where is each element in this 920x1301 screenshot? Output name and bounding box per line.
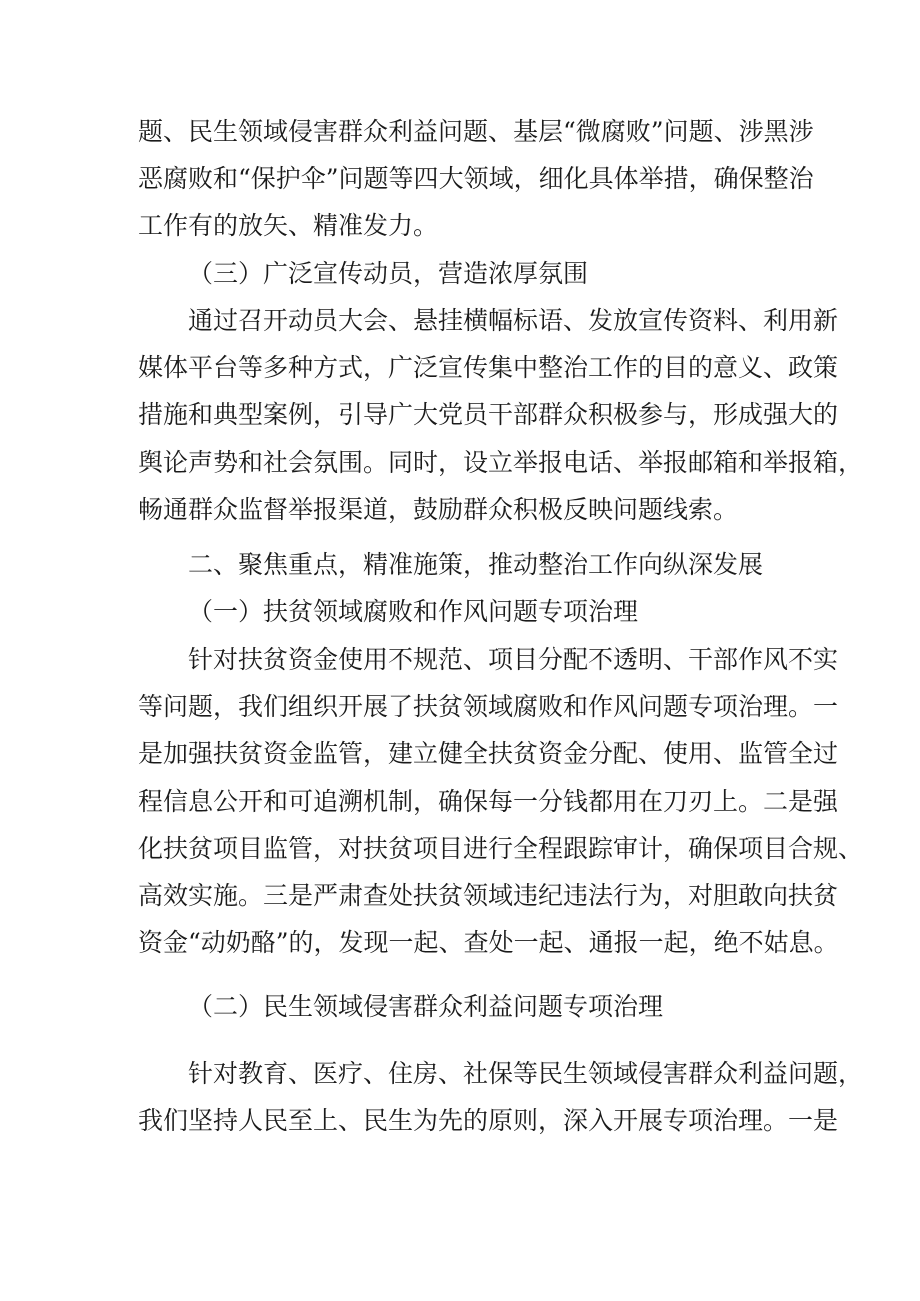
paragraph-line: 措施和典型案例，引导广大党员干部群众积极参与，形成强大的 (138, 400, 839, 429)
paragraph-line: 舆论声势和社会氛围。同时，设立举报电话、举报邮箱和举报箱， (138, 448, 864, 477)
paragraph-line: 题、民生领域侵害群众利益问题、基层“微腐败”问题、涉黑涉 (138, 117, 814, 146)
paragraph-line: 畅通群众监督举报渠道，鼓励群众积极反映问题线索。 (138, 495, 739, 524)
paragraph-line: 是加强扶贫资金监管，建立健全扶贫资金分配、使用、监管全过 (138, 739, 839, 768)
paragraph-line: 针对教育、医疗、住房、社保等民生领域侵害群众利益问题， (188, 1059, 864, 1088)
paragraph-line: 高效实施。三是严肃查处扶贫领域违纪违法行为，对胆敢向扶贫 (138, 881, 839, 910)
paragraph-line: 恶腐败和“保护伞”问题等四大领域，细化具体举措，确保整治 (138, 164, 814, 193)
paragraph-line: 工作有的放矢、精准发力。 (138, 211, 439, 240)
paragraph-line: 等问题，我们组织开展了扶贫领域腐败和作风问题专项治理。一 (138, 692, 839, 721)
subsection-heading: （一）扶贫领域腐败和作风问题专项治理 (188, 597, 639, 626)
paragraph-line: 化扶贫项目监管，对扶贫项目进行全程跟踪审计，确保项目合规、 (138, 834, 864, 863)
paragraph-line: 程信息公开和可追溯机制，确保每一分钱都用在刀刃上。二是强 (138, 787, 839, 816)
section-heading: 二、聚焦重点，精准施策，推动整治工作向纵深发展 (188, 550, 764, 579)
subsection-heading: （二）民生领域侵害群众利益问题专项治理 (188, 992, 664, 1021)
paragraph-line: 资金“动奶酪”的，发现一起、查处一起、通报一起，绝不姑息。 (138, 928, 839, 957)
paragraph-line: 我们坚持人民至上、民生为先的原则，深入开展专项治理。一是 (138, 1106, 839, 1135)
paragraph-line: 媒体平台等多种方式，广泛宣传集中整治工作的目的意义、政策 (138, 353, 839, 382)
subsection-heading: （三）广泛宣传动员，营造浓厚氛围 (188, 259, 589, 288)
paragraph-line: 针对扶贫资金使用不规范、项目分配不透明、干部作风不实 (188, 645, 839, 674)
paragraph-line: 通过召开动员大会、悬挂横幅标语、发放宣传资料、利用新 (188, 306, 839, 335)
